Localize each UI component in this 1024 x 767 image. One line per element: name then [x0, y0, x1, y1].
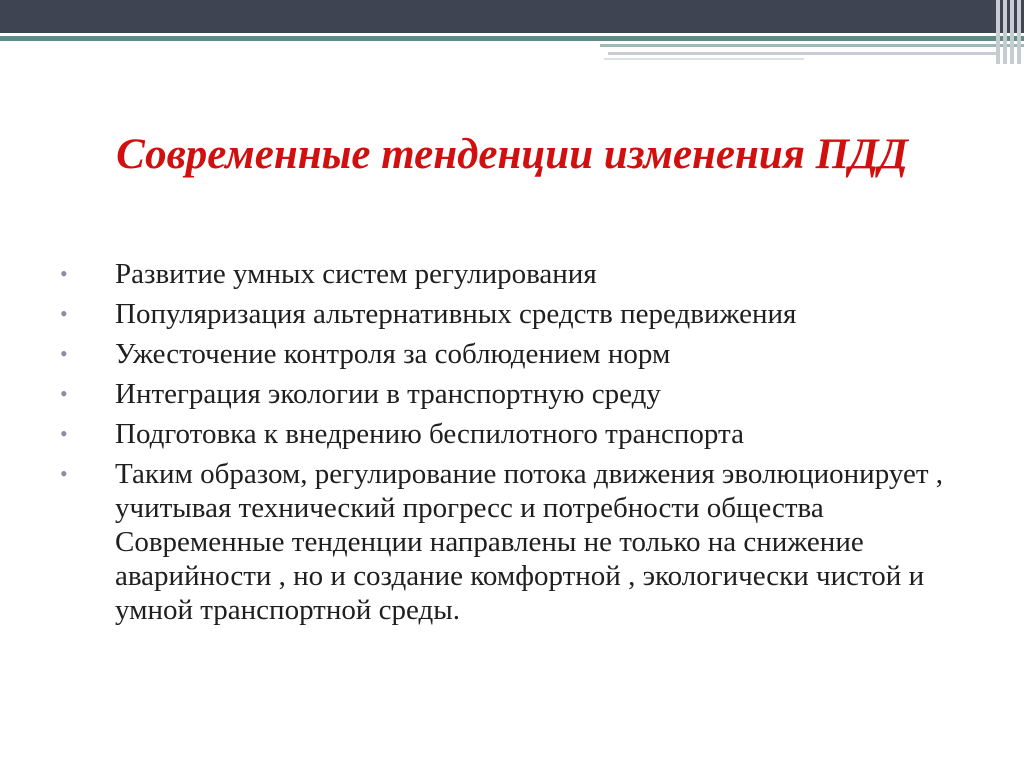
bullet-item: [60, 457, 960, 627]
decor-bar: [1017, 0, 1021, 64]
bullet-item: [60, 257, 960, 291]
decor-bar: [996, 0, 1000, 64]
header-decor-line-small: [604, 58, 804, 60]
bullet-dot-icon: •: [60, 341, 68, 366]
bullet-dot-icon: •: [60, 461, 68, 486]
bullet-text: Интеграция экологии в транспортную среду: [115, 378, 661, 410]
bullet-text: Ужесточение контроля за соблюдением норм: [115, 338, 671, 370]
header-accent-line: [0, 36, 1024, 41]
header-band: [0, 0, 1024, 33]
bullet-text: Таким образом, регулирование потока движения эволюционирует , учитывая технический прогресс и потребности общества Современные тенденции направлены не только на снижение аварийности , но и создание комфортной , экологически чистой и умной транспортной среды.: [115, 458, 943, 626]
decor-bar: [1003, 0, 1007, 64]
bullet-dot-icon: •: [60, 261, 68, 286]
slide-title: Современные тенденции изменения ПДД: [116, 131, 908, 178]
bullet-dot-icon: •: [60, 381, 68, 406]
corner-decor-bars: [996, 0, 1021, 64]
bullet-text: Популяризация альтернативных средств передвижения: [115, 298, 797, 330]
bullet-item: [60, 377, 960, 411]
bullet-item: [60, 337, 960, 371]
bullet-item: [60, 297, 960, 331]
decor-bar: [1010, 0, 1014, 64]
bullet-dot-icon: •: [60, 421, 68, 446]
bullet-item: [60, 417, 960, 451]
header-accent-line-secondary: [600, 44, 1024, 47]
bullet-text: Развитие умных систем регулирования: [115, 258, 597, 290]
header-decor-line: [608, 52, 998, 55]
bullet-list: [60, 257, 960, 633]
bullet-text: Подготовка к внедрению беспилотного транспорта: [115, 418, 744, 450]
bullet-dot-icon: •: [60, 301, 68, 326]
